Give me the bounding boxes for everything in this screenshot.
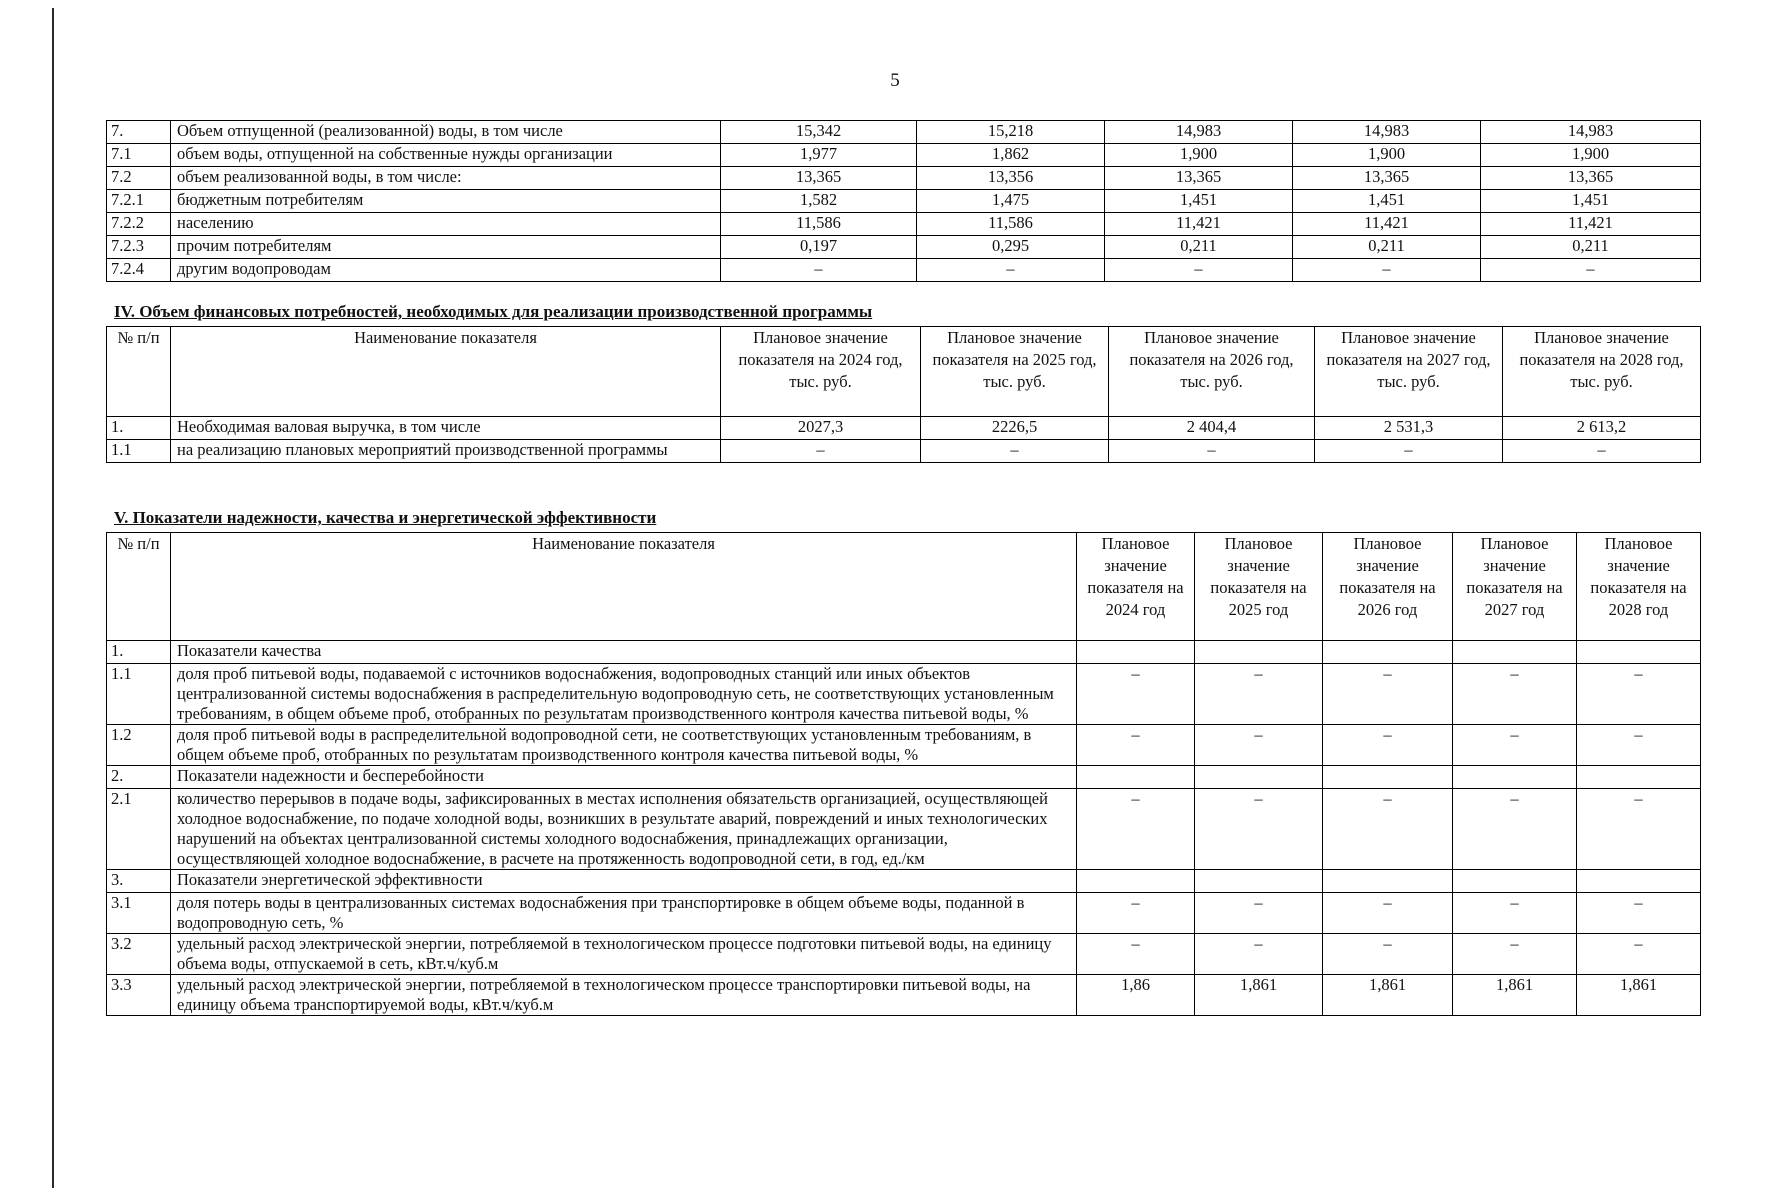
- table-row: [107, 664, 1701, 725]
- value-cell: 1,475: [917, 190, 1105, 213]
- value-cell: –: [1077, 893, 1195, 934]
- table-row: [107, 766, 1701, 789]
- value-cell: [1077, 766, 1195, 789]
- value-cell: 1,861: [1577, 975, 1701, 1016]
- row-number: 7.1: [107, 144, 171, 167]
- value-cell: –: [1453, 893, 1577, 934]
- row-number: 7.: [107, 121, 171, 144]
- value-cell: 1,900: [1293, 144, 1481, 167]
- indicator-name: населению: [171, 213, 721, 236]
- value-cell: 0,197: [721, 236, 917, 259]
- indicator-name: прочим потребителям: [171, 236, 721, 259]
- header-no: № п/п: [107, 327, 171, 417]
- value-cell: 2 404,4: [1109, 417, 1315, 440]
- value-cell: –: [721, 440, 921, 463]
- value-cell: 1,451: [1105, 190, 1293, 213]
- value-cell: –: [1195, 664, 1323, 725]
- value-cell: 1,451: [1481, 190, 1701, 213]
- value-cell: –: [721, 259, 917, 282]
- value-cell: –: [1577, 789, 1701, 870]
- indicator-name: Необходимая валовая выручка, в том числе: [171, 417, 721, 440]
- table-row: [107, 144, 1701, 167]
- value-cell: –: [917, 259, 1105, 282]
- value-cell: 13,365: [1293, 167, 1481, 190]
- table-row: [107, 893, 1701, 934]
- value-cell: 0,211: [1293, 236, 1481, 259]
- indicator-name: количество перерывов в подаче воды, зафиксированных в местах исполнения обязательств организацией, осуществляющей холодное водоснабжение, по подаче холодной воды, возникших в результате аварий, повреждений и иных технологических нарушений на объектах централизованной системы холодного водоснабжения, принадлежащих организации, осуществляющей холодное водоснабжение, в расчете на протяженность водопроводной сети, в год, ед./км: [171, 789, 1077, 870]
- value-cell: –: [1577, 893, 1701, 934]
- value-cell: [1577, 870, 1701, 893]
- indicator-name: другим водопроводам: [171, 259, 721, 282]
- value-cell: –: [1195, 893, 1323, 934]
- value-cell: [1077, 641, 1195, 664]
- row-number: 7.2: [107, 167, 171, 190]
- financial-needs-table: [106, 326, 1701, 463]
- indicator-name: доля потерь воды в централизованных системах водоснабжения при транспортировке в общем объеме воды, поданной в водопроводную сеть, %: [171, 893, 1077, 934]
- table-row: [107, 236, 1701, 259]
- table-row: [107, 213, 1701, 236]
- value-cell: [1195, 870, 1323, 893]
- value-cell: 14,983: [1105, 121, 1293, 144]
- value-cell: –: [1077, 664, 1195, 725]
- indicator-name: объем реализованной воды, в том числе:: [171, 167, 721, 190]
- table-row: [107, 789, 1701, 870]
- value-cell: 15,218: [917, 121, 1105, 144]
- header-col-2026: Плановое значение показателя на 2026 год, тыс. руб.: [1109, 327, 1315, 417]
- indicator-name: Показатели надежности и бесперебойности: [171, 766, 1077, 789]
- indicator-name: Объем отпущенной (реализованной) воды, в том числе: [171, 121, 721, 144]
- row-number: 1.: [107, 641, 171, 664]
- value-cell: [1577, 766, 1701, 789]
- header-no: № п/п: [107, 533, 171, 641]
- header-col-2027: Плановое значение показателя на 2027 год, тыс. руб.: [1315, 327, 1503, 417]
- value-cell: [1453, 641, 1577, 664]
- value-cell: 2 613,2: [1503, 417, 1701, 440]
- value-cell: –: [1453, 725, 1577, 766]
- value-cell: 11,421: [1293, 213, 1481, 236]
- header-col-2025: Плановое значение показателя на 2025 год, тыс. руб.: [921, 327, 1109, 417]
- value-cell: 1,862: [917, 144, 1105, 167]
- row-number: 1.: [107, 417, 171, 440]
- value-cell: 1,861: [1323, 975, 1453, 1016]
- indicator-name: доля проб питьевой воды, подаваемой с источников водоснабжения, водопроводных станций или иных объектов централизованной системы водоснабжения в распределительную водопроводную сеть, не соответствующих установленным требованиям, в общем объеме проб, отобранных по результатам производственного контроля качества питьевой воды, %: [171, 664, 1077, 725]
- value-cell: –: [1323, 789, 1453, 870]
- indicator-name: бюджетным потребителям: [171, 190, 721, 213]
- value-cell: –: [1077, 725, 1195, 766]
- table-row: [107, 417, 1701, 440]
- value-cell: 1,900: [1105, 144, 1293, 167]
- volume-table: [106, 120, 1701, 282]
- page-number: 5: [890, 70, 900, 91]
- indicator-name: удельный расход электрической энергии, потребляемой в технологическом процессе подготовки питьевой воды, на единицу объема воды, отпускаемой в сеть, кВт.ч/куб.м: [171, 934, 1077, 975]
- row-number: 3.2: [107, 934, 171, 975]
- indicator-name: Показатели энергетической эффективности: [171, 870, 1077, 893]
- value-cell: –: [1323, 934, 1453, 975]
- indicator-name: доля проб питьевой воды в распределительной водопроводной сети, не соответствующих установленным требованиям, в общем объеме проб, отобранных по результатам производственного контроля качества питьевой воды, %: [171, 725, 1077, 766]
- row-number: 3.1: [107, 893, 171, 934]
- header-col-2027: Плановое значение показателя на 2027 год: [1453, 533, 1577, 641]
- header-col-2025: Плановое значение показателя на 2025 год: [1195, 533, 1323, 641]
- value-cell: 11,586: [917, 213, 1105, 236]
- value-cell: 2027,3: [721, 417, 921, 440]
- value-cell: 1,900: [1481, 144, 1701, 167]
- header-col-2028: Плановое значение показателя на 2028 год: [1577, 533, 1701, 641]
- value-cell: –: [1105, 259, 1293, 282]
- indicator-name: Показатели качества: [171, 641, 1077, 664]
- value-cell: –: [1323, 725, 1453, 766]
- value-cell: 11,586: [721, 213, 917, 236]
- row-number: 7.2.2: [107, 213, 171, 236]
- table-row: [107, 440, 1701, 463]
- value-cell: –: [1315, 440, 1503, 463]
- value-cell: –: [1453, 664, 1577, 725]
- table-row: [107, 641, 1701, 664]
- value-cell: 14,983: [1293, 121, 1481, 144]
- value-cell: 13,365: [1105, 167, 1293, 190]
- header-col-2024: Плановое значение показателя на 2024 год: [1077, 533, 1195, 641]
- section-4-title: IV. Объем финансовых потребностей, необходимых для реализации производственной программы: [114, 302, 873, 321]
- value-cell: –: [1453, 934, 1577, 975]
- value-cell: 0,211: [1105, 236, 1293, 259]
- value-cell: 13,365: [1481, 167, 1701, 190]
- table-row: [107, 975, 1701, 1016]
- row-number: 3.: [107, 870, 171, 893]
- value-cell: 2226,5: [921, 417, 1109, 440]
- value-cell: [1453, 870, 1577, 893]
- value-cell: 2 531,3: [1315, 417, 1503, 440]
- row-number: 3.3: [107, 975, 171, 1016]
- row-number: 2.1: [107, 789, 171, 870]
- value-cell: 1,582: [721, 190, 917, 213]
- row-number: 7.2.3: [107, 236, 171, 259]
- value-cell: –: [1577, 934, 1701, 975]
- indicator-name: на реализацию плановых мероприятий производственной программы: [171, 440, 721, 463]
- value-cell: 1,861: [1453, 975, 1577, 1016]
- header-col-2026: Плановое значение показателя на 2026 год: [1323, 533, 1453, 641]
- value-cell: 14,983: [1481, 121, 1701, 144]
- row-number: 7.2.4: [107, 259, 171, 282]
- table-row: [107, 167, 1701, 190]
- margin-line: [52, 8, 54, 1188]
- value-cell: –: [921, 440, 1109, 463]
- header-name: Наименование показателя: [171, 327, 721, 417]
- value-cell: 1,451: [1293, 190, 1481, 213]
- value-cell: 0,211: [1481, 236, 1701, 259]
- indicator-name: объем воды, отпущенной на собственные нужды организации: [171, 144, 721, 167]
- row-number: 2.: [107, 766, 171, 789]
- table-row: [107, 259, 1701, 282]
- value-cell: –: [1577, 664, 1701, 725]
- value-cell: [1577, 641, 1701, 664]
- value-cell: 11,421: [1481, 213, 1701, 236]
- table-row: [107, 725, 1701, 766]
- value-cell: [1077, 870, 1195, 893]
- value-cell: –: [1195, 789, 1323, 870]
- value-cell: –: [1323, 664, 1453, 725]
- value-cell: –: [1453, 789, 1577, 870]
- value-cell: –: [1195, 725, 1323, 766]
- value-cell: 0,295: [917, 236, 1105, 259]
- value-cell: [1323, 766, 1453, 789]
- table-row: [107, 934, 1701, 975]
- value-cell: 13,365: [721, 167, 917, 190]
- row-number: 7.2.1: [107, 190, 171, 213]
- reliability-quality-table: [106, 532, 1701, 1016]
- value-cell: –: [1503, 440, 1701, 463]
- value-cell: –: [1481, 259, 1701, 282]
- section-5-title: V. Показатели надежности, качества и энергетической эффективности: [114, 508, 657, 527]
- row-number: 1.1: [107, 664, 171, 725]
- value-cell: 11,421: [1105, 213, 1293, 236]
- value-cell: –: [1077, 789, 1195, 870]
- value-cell: –: [1323, 893, 1453, 934]
- value-cell: –: [1109, 440, 1315, 463]
- indicator-name: удельный расход электрической энергии, потребляемой в технологическом процессе транспортировки питьевой воды, на единицу объема транспортируемой воды, кВт.ч/куб.м: [171, 975, 1077, 1016]
- value-cell: [1453, 766, 1577, 789]
- value-cell: [1323, 641, 1453, 664]
- value-cell: –: [1293, 259, 1481, 282]
- value-cell: [1195, 641, 1323, 664]
- value-cell: –: [1077, 934, 1195, 975]
- row-number: 1.2: [107, 725, 171, 766]
- value-cell: 1,861: [1195, 975, 1323, 1016]
- value-cell: 1,86: [1077, 975, 1195, 1016]
- header-col-2028: Плановое значение показателя на 2028 год, тыс. руб.: [1503, 327, 1701, 417]
- value-cell: –: [1577, 725, 1701, 766]
- value-cell: 15,342: [721, 121, 917, 144]
- value-cell: 13,356: [917, 167, 1105, 190]
- row-number: 1.1: [107, 440, 171, 463]
- header-name: Наименование показателя: [171, 533, 1077, 641]
- table-row: [107, 121, 1701, 144]
- value-cell: –: [1195, 934, 1323, 975]
- table-row: [107, 870, 1701, 893]
- table-row: [107, 190, 1701, 213]
- value-cell: [1195, 766, 1323, 789]
- value-cell: [1323, 870, 1453, 893]
- header-col-2024: Плановое значение показателя на 2024 год, тыс. руб.: [721, 327, 921, 417]
- value-cell: 1,977: [721, 144, 917, 167]
